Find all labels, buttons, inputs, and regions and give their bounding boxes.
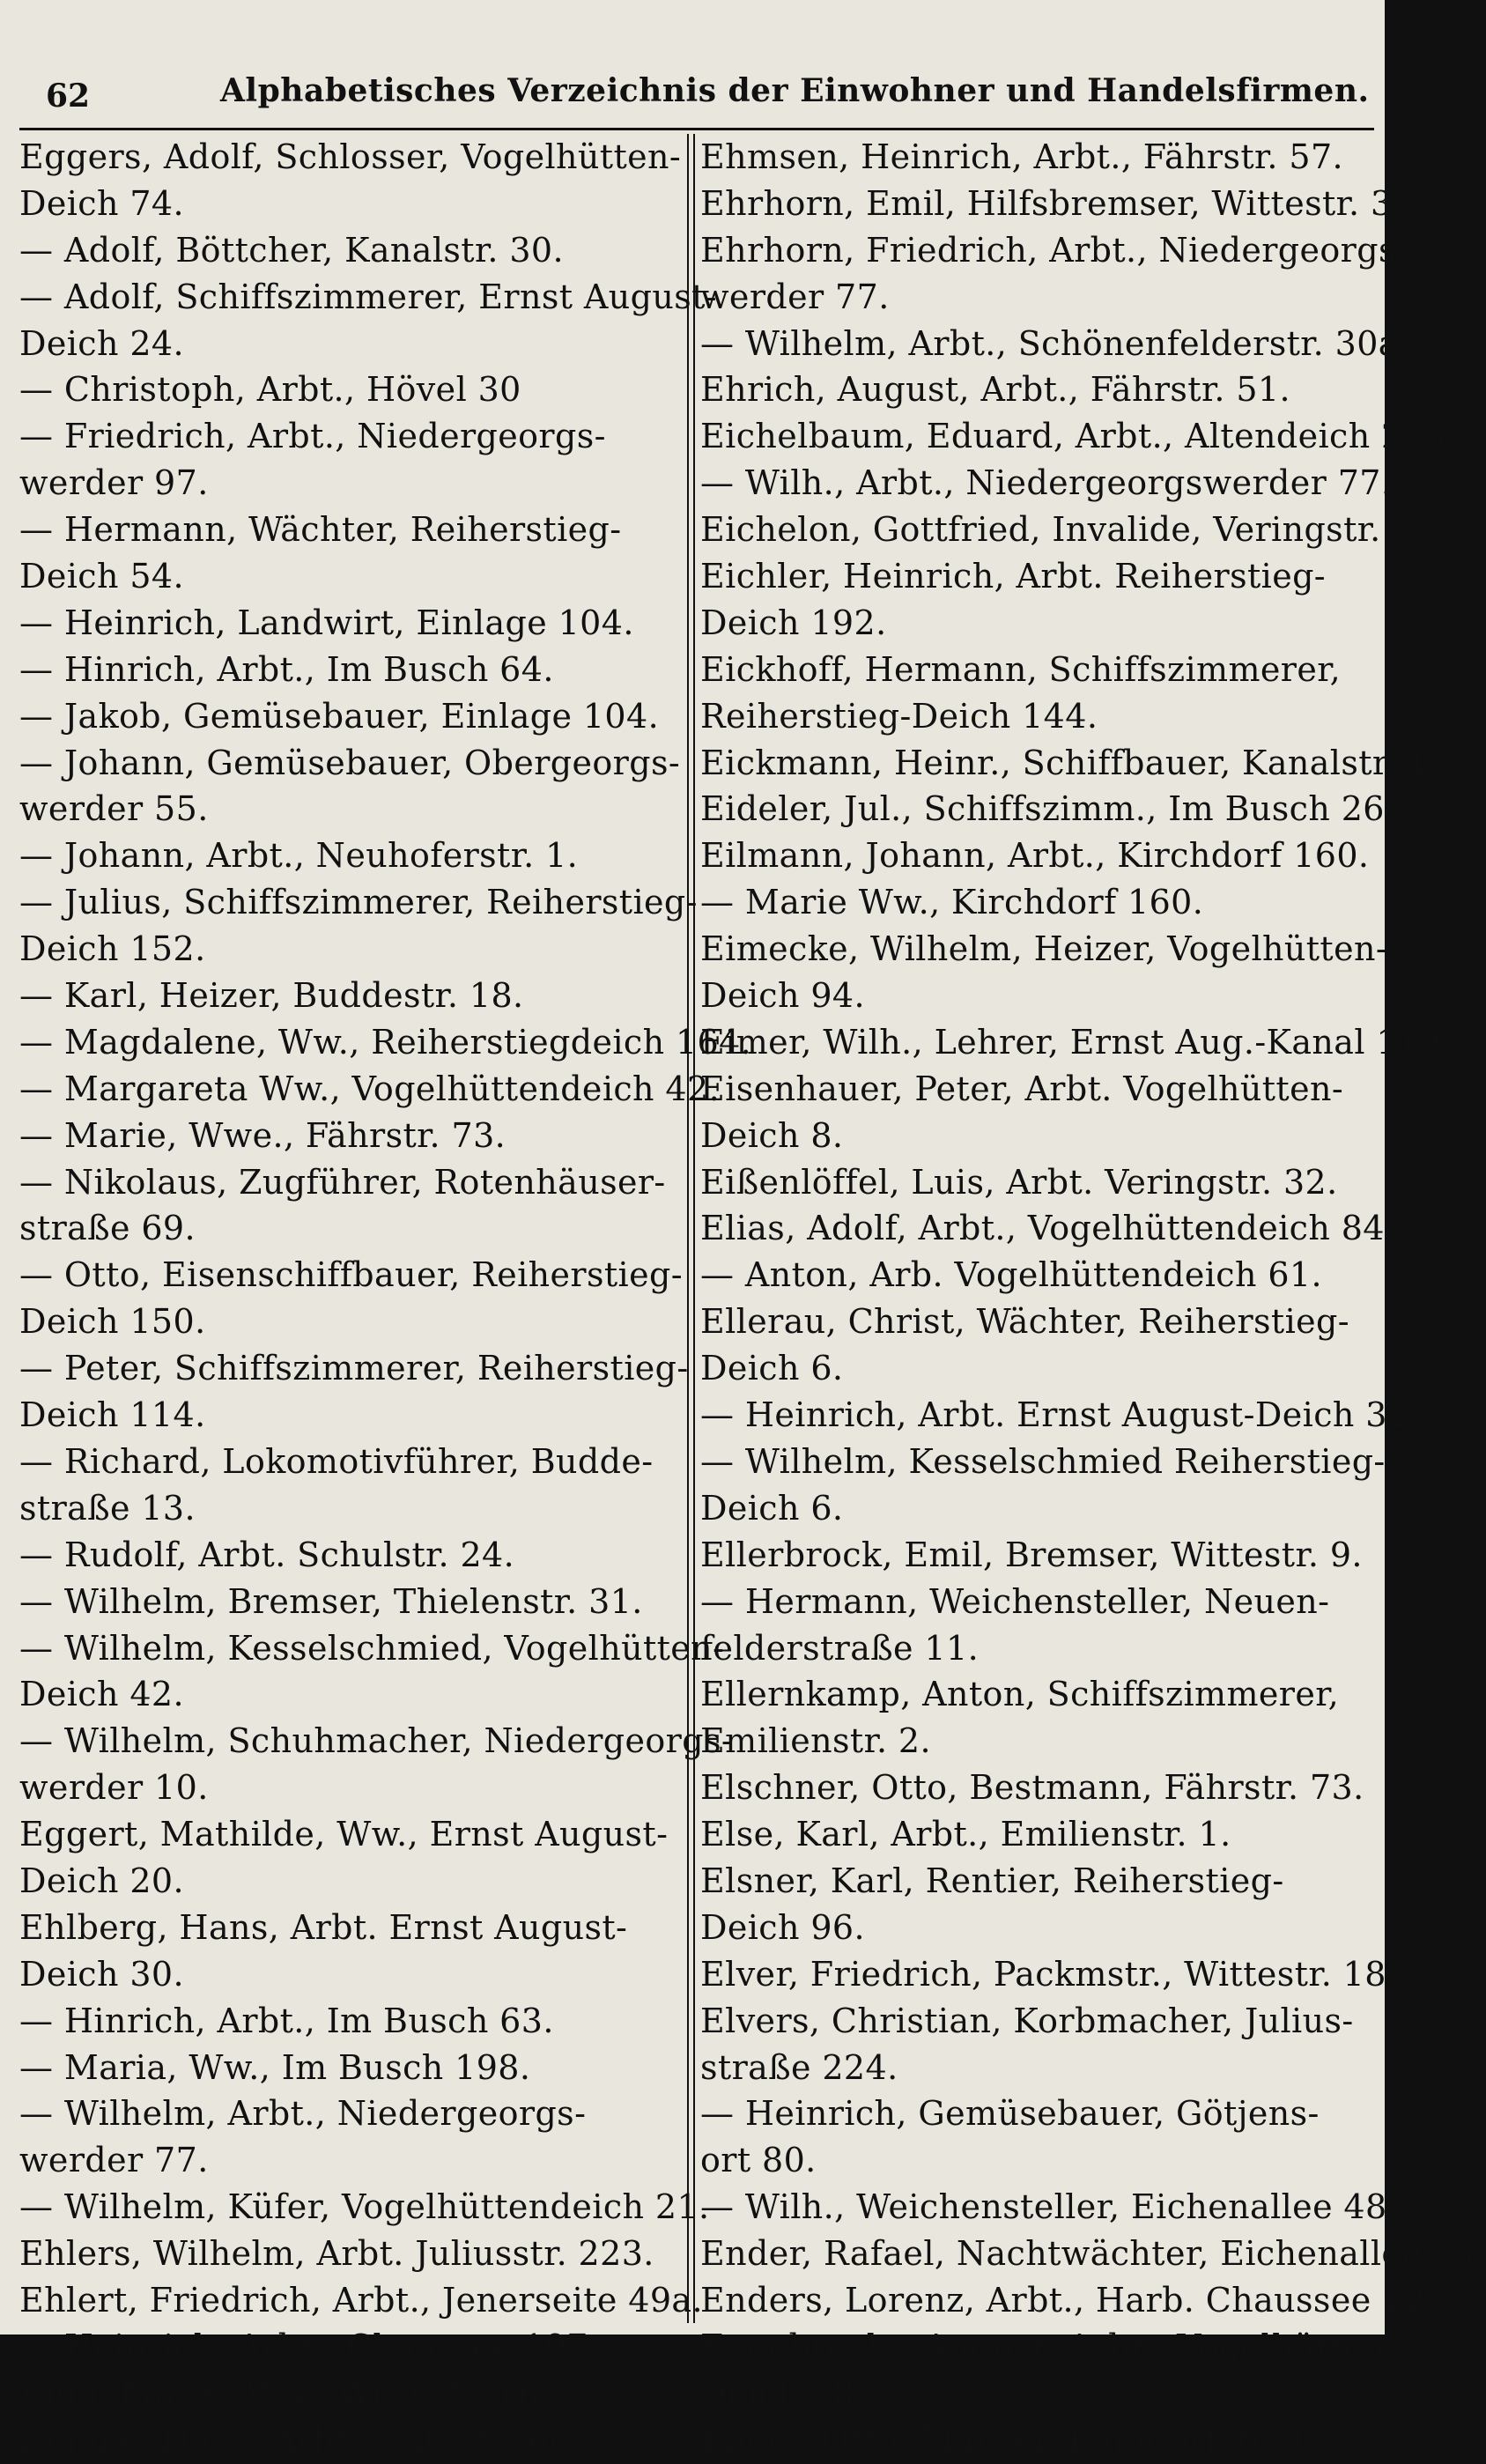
directory-entry-line: — Heinrich, Arbt. Ernst August-Deich 32. [700, 1395, 1420, 1435]
directory-entry-line: Deich 20. [19, 1861, 184, 1900]
directory-entry-line: Elver, Friedrich, Packmstr., Wittestr. 18. [700, 1954, 1398, 1994]
directory-entry-line: — Hermann, Wächter, Reiherstieg- [19, 510, 622, 550]
directory-entry-line: straße 224. [700, 2047, 898, 2087]
directory-entry-line: — Hinrich, Arbt., Im Busch 64. [19, 649, 554, 689]
directory-entry-line: Eichler, Heinrich, Arbt. Reiherstieg- [700, 557, 1327, 596]
directory-entry-line: — Adolf, Schiffszimmerer, Ernst August- [19, 277, 718, 316]
directory-entry-line: — Wilh., Arbt., Niedergeorgswerder 77. [700, 463, 1393, 503]
directory-entry-line: — Hinrich, Arbt., Im Busch 63. [19, 2001, 554, 2040]
directory-entry-line: Ehrhorn, Friedrich, Arbt., Niedergeorgs- [700, 230, 1408, 270]
directory-entry-line: Deich 58. [700, 2373, 865, 2413]
directory-entry-line: Else, Karl, Arbt., Emilienstr. 1. [700, 1815, 1231, 1854]
directory-entry-line: Eißenlöffel, Luis, Arbt. Veringstr. 32. [700, 1162, 1338, 1202]
directory-entry-line: — Margareta Ww., Vogelhüttendeich 42. [19, 1069, 721, 1108]
directory-entry-line: Deich 96. [700, 1907, 865, 1947]
directory-entry-line: Enders, Lorenz, Arbt., Harb. Chaussee 125. [700, 2280, 1459, 2320]
header-rule [19, 128, 1374, 130]
directory-entry-line: — Peter, Schiffszimmerer, Reiherstieg- [19, 1349, 689, 1388]
directory-entry-line: — Wilhelm, Arbt., Schönenfelderstr. 30a. [700, 323, 1410, 363]
directory-entry-line: Deich 150. [19, 1302, 206, 1342]
directory-entry-line: Eichelon, Gottfried, Invalide, Veringstr. 8. [700, 510, 1425, 550]
directory-entry-line: — Rudolf, Arbt. Schulstr. 24. [19, 1535, 515, 1574]
directory-entry-line: werder 77. [700, 277, 890, 316]
directory-entry-line: Ehmsen, Heinrich, Arbt., Fährstr. 57. [700, 137, 1344, 176]
directory-entry-line: — Adolf, Böttcher, Kanalstr. 30. [19, 230, 564, 270]
directory-entry-line: Deich 192. [700, 603, 887, 642]
directory-entry-line: Eickmann, Heinr., Schiffbauer, Kanalstr. 1. [700, 743, 1440, 782]
directory-entry-line: werder 55. [19, 789, 209, 829]
directory-entry-line: Ellerbrock, Emil, Bremser, Wittestr. 9. [700, 1535, 1363, 1574]
directory-entry-line: — Wilhelm, Kesselschmied, Vogelhütten- [19, 1628, 725, 1668]
directory-entry-line: — Friedrich, Arbt., Niedergeorgs- [19, 417, 606, 456]
directory-entry-line: — Julius, Schiffszimmerer, Reiherstieg- [19, 883, 698, 922]
directory-entry-line: — Marie Ww., Kirchdorf 160. [700, 883, 1204, 922]
directory-entry-line: Deich 6. [700, 1349, 844, 1388]
directory-entry-line: — Marie, Wwe., Fährstr. 73. [19, 1115, 506, 1155]
directory-entry-line: Elias, Adolf, Arbt., Vogelhüttendeich 84. [700, 1209, 1396, 1248]
directory-entry-line: Elschner, Otto, Bestmann, Fährstr. 73. [700, 1768, 1364, 1808]
directory-entry-line: Deich 74. [19, 183, 184, 223]
directory-entry-line: Deich 42. [19, 1675, 184, 1714]
directory-entry-line: Deich 30. [19, 1954, 184, 1994]
directory-entry-line: straße 13. [19, 1488, 196, 1528]
directory-entry-line: Eichelbaum, Eduard, Arbt., Altendeich 223. [700, 417, 1458, 456]
directory-entry-line: Deich 6. [700, 1488, 844, 1528]
directory-entry-line: — Anton, Arb. Vogelhüttendeich 61. [700, 1255, 1322, 1295]
directory-entry-line: Ehmke, Hans, Arbt., Fährstr. 66. [19, 2420, 582, 2460]
directory-entry-line: felderstraße 11. [700, 1628, 980, 1668]
directory-entry-line: — Heinrich, Gemüsebauer, Götjens- [700, 2094, 1320, 2134]
directory-entry-line: Eggert, Mathilde, Ww., Ernst August- [19, 1815, 669, 1854]
directory-entry-line: Elvers, Christian, Korbmacher, Julius- [700, 2001, 1354, 2040]
directory-entry-line: Ehrhorn, Emil, Hilfsbremser, Wittestr. 3. [700, 183, 1404, 223]
right-column [700, 134, 1486, 2460]
left-column [19, 134, 752, 2460]
directory-entry-line: Ehm, Marie, Ww., Wittestr. 16. [19, 2373, 551, 2413]
directory-entry-line: Elsner, Karl, Rentier, Reiherstieg- [700, 1861, 1284, 1900]
directory-entry-line: — Karl, Heizer, Buddestr. 18. [19, 976, 524, 1016]
directory-entry-line: Deich 8. [700, 1115, 844, 1155]
directory-entry-line: — Wilhelm, Bremser, Thielenstr. 31. [19, 1581, 643, 1621]
directory-entry-line: — Wilhelm, Schuhmacher, Niedergeorgs- [19, 1721, 734, 1761]
directory-entry-line: Eisenhauer, Peter, Arbt. Vogelhütten- [700, 1069, 1344, 1108]
directory-entry-line: Eideler, Jul., Schiffszimm., Im Busch 264. [700, 789, 1417, 829]
directory-entry-line: — Richard, Lokomotivführer, Budde- [19, 1441, 654, 1481]
directory-entry-line: Deich 152. [19, 929, 206, 969]
directory-entry-line: — Heinrich, Arbt., Chaussee 197. [19, 2327, 600, 2366]
directory-entry-line: Ehlers, Wilhelm, Arbt. Juliusstr. 223. [19, 2234, 654, 2274]
directory-entry-line: Ehlberg, Hans, Arbt. Ernst August- [19, 1907, 628, 1947]
directory-entry-line: — Wilh., Weichensteller, Eichenallee 48a. [700, 2187, 1419, 2227]
directory-entry-line: Eilmann, Johann, Arbt., Kirchdorf 160. [700, 836, 1370, 876]
directory-entry-line: Emilienstr. 2. [700, 1721, 931, 1761]
directory-entry-line: — Jakob, Gemüsebauer, Einlage 104. [19, 696, 660, 736]
directory-entry-line: — Wilhelm, Arbt., Niedergeorgs- [19, 2094, 587, 2134]
directory-entry-line: Eimer, Wilh., Lehrer, Ernst Aug.-Kanal 119. [700, 1022, 1453, 1062]
directory-entry-line: ort 80. [700, 2141, 817, 2180]
directory-entry-line: Eimecke, Wilhelm, Heizer, Vogelhütten- [700, 929, 1388, 969]
directory-entry-line: Deich 24. [19, 323, 184, 363]
directory-entry-line: Ellerau, Christ, Wächter, Reiherstieg- [700, 1302, 1350, 1342]
directory-entry-line: Ehlert, Friedrich, Arbt., Jenerseite 49a. [19, 2280, 703, 2320]
directory-entry-line: Deich 94. [700, 976, 865, 1016]
directory-entry-line: — Johann, Gemüsebauer, Obergeorgs- [19, 743, 681, 782]
directory-entry-line: Deich 54. [19, 557, 184, 596]
directory-entry-line: — Magdalene, Ww., Reiherstiegdeich 164. [19, 1022, 752, 1062]
directory-entry-line: werder 77. [19, 2141, 209, 2180]
directory-entry-line: — Johann, Arbt., Neuhoferstr. 1. [19, 836, 579, 876]
directory-entry-line: — Heinrich, Landwirt, Einlage 104. [19, 603, 634, 642]
directory-entry-line: werder 10. [19, 1768, 209, 1808]
directory-entry-line: — Maria, Ww., Im Busch 198. [19, 2047, 531, 2087]
directory-entry-line: Ellernkamp, Anton, Schiffszimmerer, [700, 1675, 1340, 1714]
running-head: Alphabetisches Verzeichnis der Einwohner und Handelsfirmen. [220, 72, 1370, 109]
directory-entry-line: Reiherstieg-Deich 144. [700, 696, 1098, 736]
column-divider [687, 134, 695, 2323]
directory-entry-line: Eickhoff, Hermann, Schiffszimmerer, [700, 649, 1342, 689]
directory-entry-line: — Wilhelm, Kesselschmied Reiherstieg- [700, 1441, 1386, 1481]
directory-entry-line: Ehrich, August, Arbt., Fährstr. 51. [700, 370, 1290, 410]
directory-entry-line: Ender, Rafael, Nachtwächter, Eichenallee 5a. [700, 2234, 1486, 2274]
directory-entry-line: — Wilhelm, Küfer, Vogelhüttendeich 21. [19, 2187, 710, 2227]
directory-entry-line: Engel, Otto, Maurer, Kaindorfstr. 4. [700, 2420, 1317, 2460]
page-number: 62 [46, 78, 91, 115]
directory-entry-line: Eggers, Adolf, Schlosser, Vogelhütten- [19, 137, 682, 176]
directory-entry-line: Engebrecht, August, Arbt., Vogelhütten- [700, 2327, 1397, 2366]
directory-entry-line: — Nikolaus, Zugführer, Rotenhäuser- [19, 1162, 666, 1202]
directory-entry-line: — Otto, Eisenschiffbauer, Reiherstieg- [19, 1255, 683, 1295]
directory-entry-line: werder 97. [19, 463, 209, 503]
directory-entry-line: — Christoph, Arbt., Hövel 30 [19, 370, 521, 410]
directory-entry-line: Deich 114. [19, 1395, 206, 1435]
directory-entry-line: — Hermann, Weichensteller, Neuen- [700, 1581, 1330, 1621]
directory-entry-line: straße 69. [19, 1209, 196, 1248]
